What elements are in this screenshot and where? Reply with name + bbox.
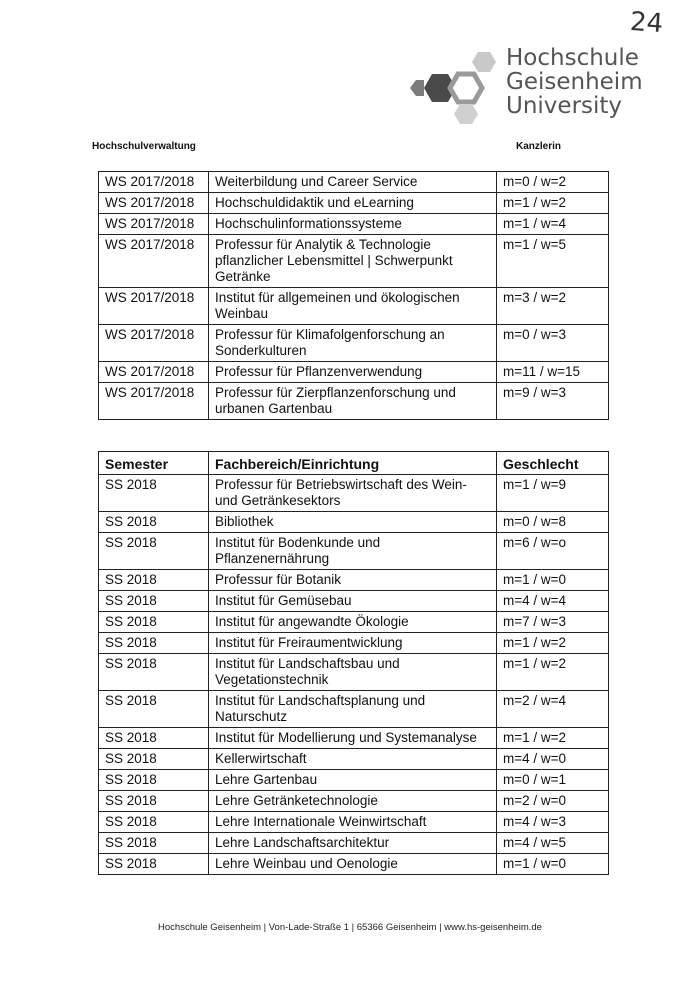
table-ss-2018 (98, 451, 609, 875)
table2-body (99, 475, 609, 875)
cell-gender: m=0 / w=3 (497, 325, 609, 362)
cell-semester: SS 2018 (99, 728, 209, 749)
cell-unit: Hochschulinformationssysteme (209, 214, 497, 235)
cell-semester: WS 2017/2018 (99, 288, 209, 325)
cell-gender: m=1 / w=2 (497, 654, 609, 691)
cell-semester: SS 2018 (99, 854, 209, 875)
table-row (99, 512, 609, 533)
cell-unit: Professur für Klimafolgenforschung an Sonderkulturen (209, 325, 497, 362)
cell-gender: m=1 / w=0 (497, 570, 609, 591)
cell-gender: m=4 / w=5 (497, 833, 609, 854)
table-row (99, 235, 609, 288)
cell-unit: Lehre Weinbau und Oenologie (209, 854, 497, 875)
cell-semester: SS 2018 (99, 654, 209, 691)
table-row (99, 728, 609, 749)
cell-unit: Professur für Zierpflanzenforschung und urbanen Gartenbau (209, 383, 497, 420)
table-row (99, 749, 609, 770)
page-footer: Hochschule Geisenheim | Von-Lade-Straße 1 | 65366 Geisenheim | www.hs-geisenheim.de (158, 922, 542, 933)
cell-semester: SS 2018 (99, 591, 209, 612)
table-row (99, 791, 609, 812)
table-row (99, 654, 609, 691)
cell-unit: Institut für Freiraumentwicklung (209, 633, 497, 654)
cell-semester: SS 2018 (99, 512, 209, 533)
cell-unit: Institut für Landschaftsbau und Vegetationstechnik (209, 654, 497, 691)
table-row (99, 770, 609, 791)
header-gender: Geschlecht (497, 452, 609, 475)
cell-gender: m=4 / w=0 (497, 749, 609, 770)
header-office: Kanzlerin (516, 141, 562, 152)
table-header-row (99, 452, 609, 475)
cell-semester: SS 2018 (99, 475, 209, 512)
cell-unit: Institut für Modellierung und Systemanalyse (209, 728, 497, 749)
cell-gender: m=3 / w=2 (497, 288, 609, 325)
cell-unit: Lehre Internationale Weinwirtschaft (209, 812, 497, 833)
cell-semester: WS 2017/2018 (99, 383, 209, 420)
cell-semester: SS 2018 (99, 833, 209, 854)
cell-semester: SS 2018 (99, 770, 209, 791)
cell-semester: WS 2017/2018 (99, 172, 209, 193)
table-row (99, 612, 609, 633)
table1-body (99, 172, 609, 420)
table-row (99, 691, 609, 728)
cell-semester: SS 2018 (99, 570, 209, 591)
cell-unit: Professur für Pflanzenverwendung (209, 362, 497, 383)
cell-unit: Professur für Botanik (209, 570, 497, 591)
table-row (99, 633, 609, 654)
cell-gender: m=1 / w=2 (497, 728, 609, 749)
header-unit: Fachbereich/Einrichtung (209, 452, 497, 475)
cell-semester: SS 2018 (99, 791, 209, 812)
cell-gender: m=0 / w=2 (497, 172, 609, 193)
table-row (99, 325, 609, 362)
table-row (99, 214, 609, 235)
cell-gender: m=2 / w=4 (497, 691, 609, 728)
cell-unit: Institut für Bodenkunde und Pflanzenernährung (209, 533, 497, 570)
cell-semester: WS 2017/2018 (99, 235, 209, 288)
cell-gender: m=6 / w=o (497, 533, 609, 570)
cell-semester: SS 2018 (99, 749, 209, 770)
cell-unit: Institut für allgemeinen und ökologischen Weinbau (209, 288, 497, 325)
cell-gender: m=11 / w=15 (497, 362, 609, 383)
cell-gender: m=1 / w=2 (497, 633, 609, 654)
header-semester: Semester (99, 452, 209, 475)
cell-unit: Lehre Getränketechnologie (209, 791, 497, 812)
table-ws-2017-2018 (98, 171, 609, 420)
table-row (99, 475, 609, 512)
table-row (99, 833, 609, 854)
cell-unit: Lehre Landschaftsarchitektur (209, 833, 497, 854)
cell-unit: Institut für Gemüsebau (209, 591, 497, 612)
cell-unit: Bibliothek (209, 512, 497, 533)
logo-line-3: University (506, 93, 623, 119)
cell-gender: m=1 / w=0 (497, 854, 609, 875)
cell-semester: WS 2017/2018 (99, 214, 209, 235)
cell-gender: m=7 / w=3 (497, 612, 609, 633)
cell-gender: m=4 / w=4 (497, 591, 609, 612)
cell-unit: Institut für Landschaftsplanung und Naturschutz (209, 691, 497, 728)
cell-gender: m=9 / w=3 (497, 383, 609, 420)
cell-unit: Kellerwirtschaft (209, 749, 497, 770)
table-row (99, 591, 609, 612)
table-row (99, 383, 609, 420)
cell-semester: SS 2018 (99, 633, 209, 654)
cell-unit: Professur für Betriebswirtschaft des Wein- und Getränkesektors (209, 475, 497, 512)
handwritten-page-number: 24 (628, 6, 665, 40)
table-row (99, 570, 609, 591)
cell-gender: m=1 / w=4 (497, 214, 609, 235)
university-logo (410, 42, 690, 126)
table-row (99, 362, 609, 383)
cell-semester: WS 2017/2018 (99, 325, 209, 362)
cell-gender: m=1 / w=5 (497, 235, 609, 288)
cell-gender: m=1 / w=2 (497, 193, 609, 214)
cell-semester: SS 2018 (99, 612, 209, 633)
cell-unit: Professur für Analytik & Technologie pflanzlicher Lebensmittel | Schwerpunkt Getränke (209, 235, 497, 288)
header-department: Hochschulverwaltung (92, 141, 196, 152)
cell-unit: Hochschuldidaktik und eLearning (209, 193, 497, 214)
cell-semester: WS 2017/2018 (99, 362, 209, 383)
cell-unit: Lehre Gartenbau (209, 770, 497, 791)
cell-gender: m=0 / w=1 (497, 770, 609, 791)
logo-line-1: Hochschule (506, 45, 639, 71)
logo-hexagon-icon (410, 48, 502, 124)
cell-semester: SS 2018 (99, 691, 209, 728)
cell-gender: m=2 / w=0 (497, 791, 609, 812)
table-row (99, 172, 609, 193)
cell-unit: Institut für angewandte Ökologie (209, 612, 497, 633)
cell-gender: m=4 / w=3 (497, 812, 609, 833)
cell-gender: m=0 / w=8 (497, 512, 609, 533)
cell-semester: WS 2017/2018 (99, 193, 209, 214)
table-row (99, 812, 609, 833)
cell-semester: SS 2018 (99, 533, 209, 570)
table-row (99, 854, 609, 875)
logo-line-2: Geisenheim (506, 69, 643, 95)
table-row (99, 193, 609, 214)
cell-gender: m=1 / w=9 (497, 475, 609, 512)
cell-semester: SS 2018 (99, 812, 209, 833)
table-row (99, 533, 609, 570)
cell-unit: Weiterbildung und Career Service (209, 172, 497, 193)
table-row (99, 288, 609, 325)
